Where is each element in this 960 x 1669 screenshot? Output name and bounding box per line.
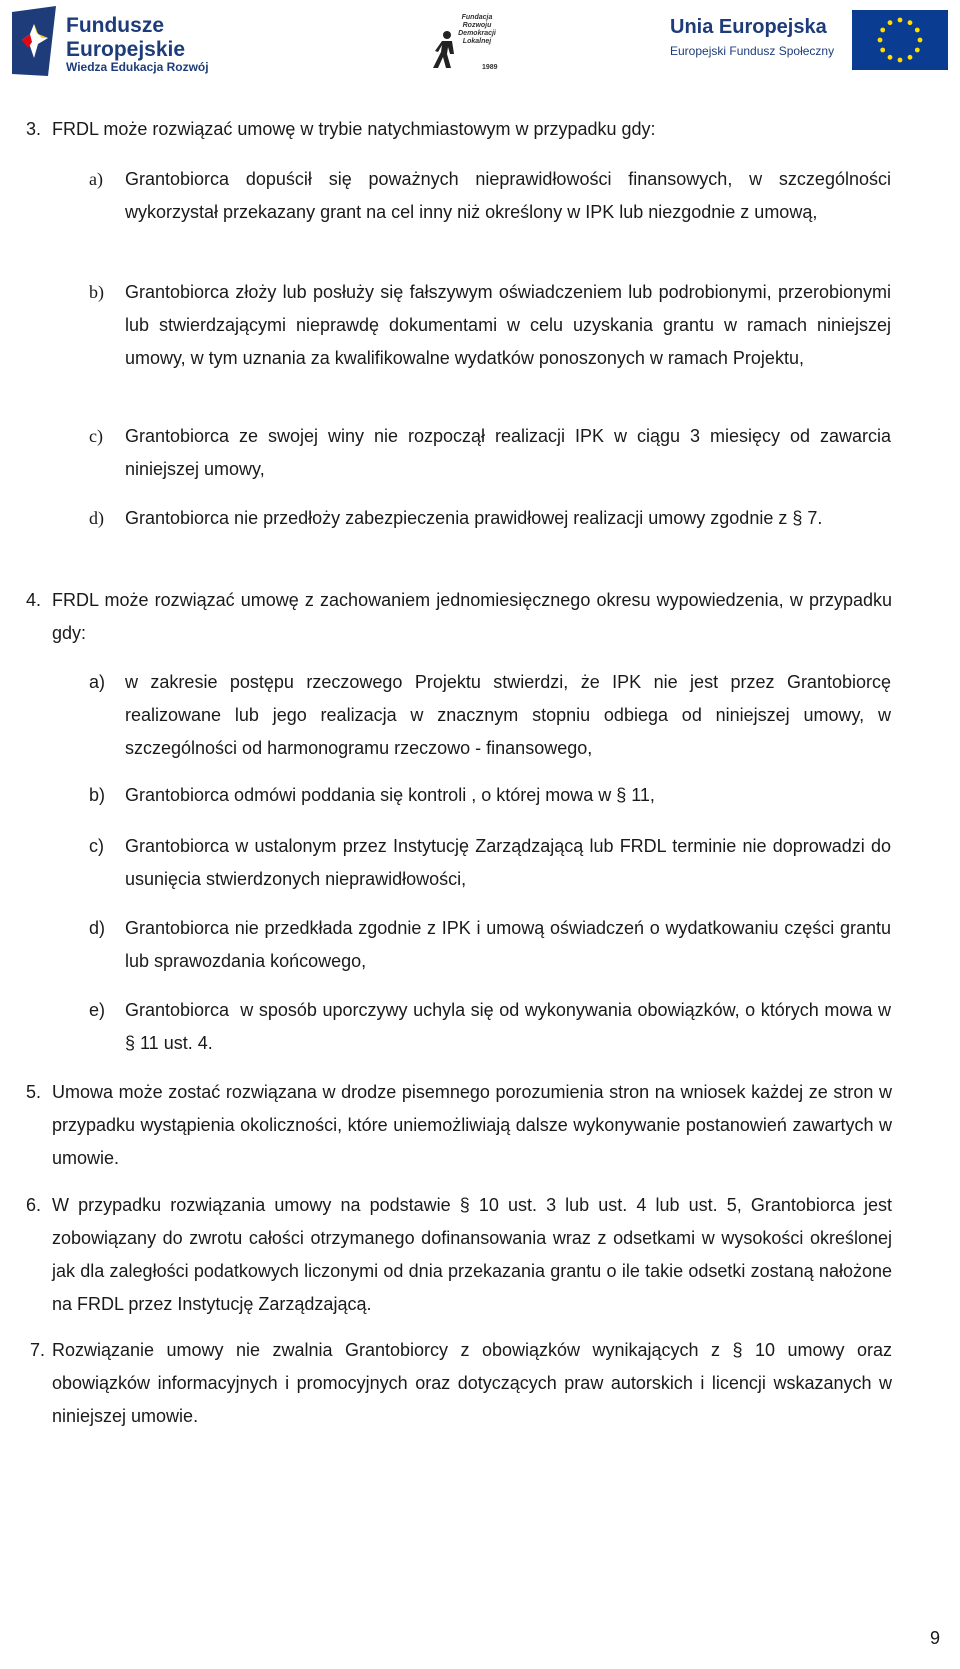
eu-star-icon (880, 28, 885, 33)
section-4-intro: FRDL może rozwiązać umowę z zachowaniem jednomiesięcznego okresu wypowiedzenia, w przypadku gdy: (52, 590, 892, 643)
eu-star-icon (898, 58, 903, 63)
eu-star-icon (888, 55, 893, 60)
eu-star-icon (915, 48, 920, 53)
section-6-text: W przypadku rozwiązania umowy na podstawie § 10 ust. 3 lub ust. 4 lub ust. 5, Grantobiorca jest zobowiązany do zwrotu całości otrzymanego dofinansowania wraz z odsetkami w wysokości określonej jak dla zaległości podatkowych liczonymi od dnia przekazania grantu o ile takie odsetki zostaną nałożone na FRDL przez Instytucję Zarządzającą. (52, 1195, 892, 1314)
s3-item-c-text: Grantobiorca ze swojej winy nie rozpoczął realizacji IPK w ciągu 3 miesięcy od zawarcia niniejszej umowy, (125, 426, 891, 479)
frdl-name: Fundacja Rozwoju Demokracji Lokalnej (458, 14, 496, 45)
walking-figure-icon (432, 30, 462, 70)
eu-star-icon (898, 18, 903, 23)
ue-subtitle: Europejski Fundusz Społeczny (670, 44, 835, 58)
section-6-number: 6. (26, 1195, 42, 1215)
s4-item-e-text: Grantobiorca w sposób uporczywy uchyla się od wykonywania obowiązków, o których mowa w § 11 ust. 4. (125, 1000, 897, 1053)
eu-star-icon (915, 28, 920, 33)
section-4-number: 4. (26, 590, 42, 610)
eu-star-icon (880, 48, 885, 53)
fundusze-europejskie-logo (10, 4, 220, 80)
fe-title-line2: Europejskie (66, 38, 186, 61)
fe-subtitle: Wiedza Edukacja Rozwój (66, 60, 209, 74)
fe-title-line1: Fundusze (66, 14, 164, 37)
section-7-number: 7. (30, 1340, 46, 1360)
section-3-number: 3. (26, 119, 42, 139)
s3-item-b-marker: b) (89, 282, 104, 302)
s4-item-a-marker: a) (89, 672, 106, 692)
s3-item-a-text: Grantobiorca dopuścił się poważnych nieprawidłowości finansowych, w szczególności wykorzystał przekazany grant na cel inny niż określony w IPK lub niezgodnie z umową, (125, 169, 891, 222)
eu-star-icon (878, 38, 883, 43)
s4-item-d-marker: d) (89, 918, 106, 938)
s3-item-c-marker: c) (89, 426, 103, 446)
s4-item-a-text: w zakresie postępu rzeczowego Projektu stwierdzi, że IPK nie jest przez Grantobiorcę realizowane lub jego realizacja w znacznym stopniu odbiega od niniejszej umowy, w szczególności od harmonogramu rzeczowo - finansowego, (125, 672, 891, 758)
section-3-intro: FRDL może rozwiązać umowę w trybie natychmiastowym w przypadku gdy: (52, 119, 656, 139)
eu-star-icon (918, 38, 923, 43)
s4-item-e-marker: e) (89, 1000, 106, 1020)
page-header (0, 0, 960, 95)
s4-item-d-text: Grantobiorca nie przedkłada zgodnie z IPK i umową oświadczeń o wydatkowaniu części grantu lub sprawozdania końcowego, (125, 918, 891, 971)
frdl-logo (430, 12, 510, 74)
s3-item-b-text: Grantobiorca złoży lub posłuży się fałszywym oświadczeniem lub podrobionymi, przerobionymi lub stwierdzającymi nieprawdę dokumentami w celu uzyskania grantu w ramach niniejszej umowy, w tym uznania za kwalifikowalne wydatków ponoszonych w ramach Projektu, (125, 282, 891, 368)
section-7-text: Rozwiązanie umowy nie zwalnia Grantobiorcy z obowiązków wynikających z § 10 umowy oraz obowiązków informacyjnych i promocyjnych oraz dotyczących praw autorskich i licencji wskazanych w niniejszej umowie. (52, 1340, 892, 1426)
eu-star-icon (888, 20, 893, 25)
s4-item-c-marker: c) (89, 836, 104, 856)
section-5-number: 5. (26, 1082, 42, 1102)
frdl-year: 1989 (482, 64, 498, 71)
ue-title: Unia Europejska (670, 16, 827, 38)
eu-flag-icon (852, 10, 948, 70)
section-5-text: Umowa może zostać rozwiązana w drodze pisemnego porozumienia stron na wniosek każdej ze stron w przypadku wystąpienia okoliczności, które uniemożliwiają dalsze wykonywanie postanowień zawartych w umowie. (52, 1082, 892, 1168)
unia-europejska-logo (670, 6, 955, 72)
eu-star-icon (908, 20, 913, 25)
s4-item-c-text: Grantobiorca w ustalonym przez Instytucję Zarządzającą lub FRDL terminie nie doprowadzi do usunięcia stwierdzonych nieprawidłowości, (125, 836, 891, 889)
s4-item-b-marker: b) (89, 785, 106, 805)
s4-item-b-text: Grantobiorca odmówi poddania się kontroli , o której mowa w § 11, (125, 785, 655, 805)
eu-star-icon (908, 55, 913, 60)
s3-item-d-text: Grantobiorca nie przedłoży zabezpieczenia prawidłowej realizacji umowy zgodnie z § 7. (125, 508, 823, 528)
fe-star-icon (10, 4, 60, 78)
s3-item-d-marker: d) (89, 508, 104, 528)
s3-item-a-marker: a) (89, 169, 103, 189)
page-number: 9 (929, 1628, 940, 1648)
